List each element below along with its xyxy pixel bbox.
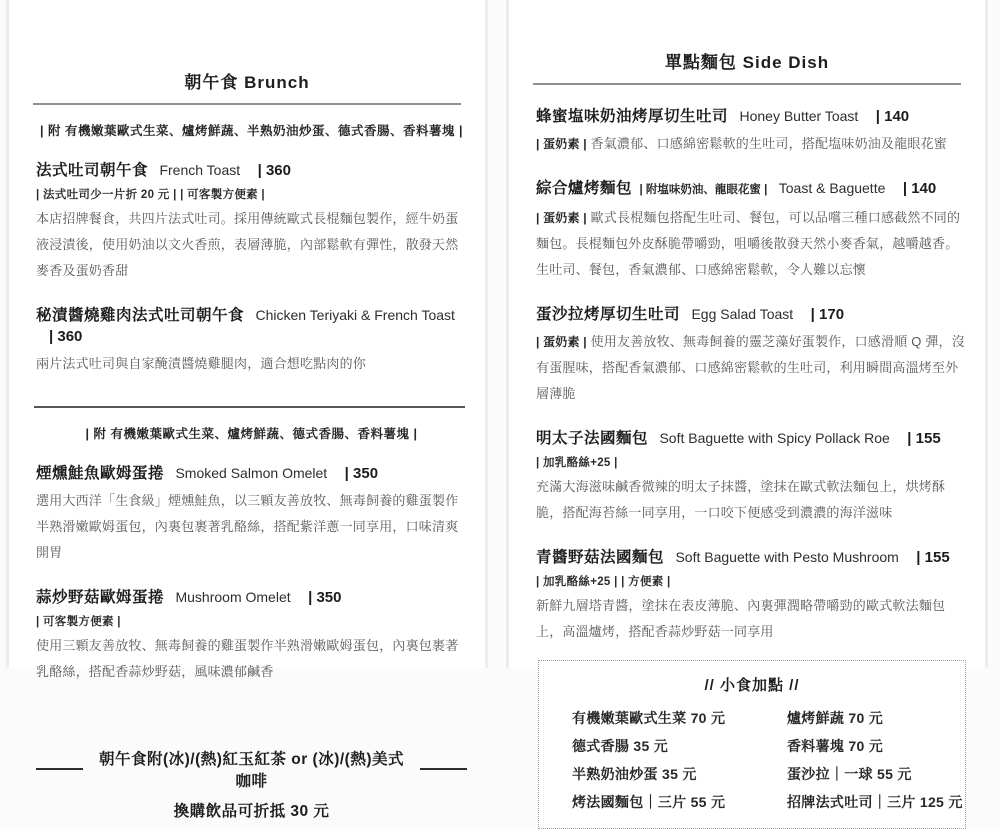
- item-price: | 170: [810, 306, 845, 323]
- item-subnote: | 加乳酪絲+25 | | 方便素 |: [536, 576, 671, 588]
- item-description-text: 歐式長棍麵包搭配生吐司、餐包，可以品嚐三種口感截然不同的麵包。長棍麵包外皮酥脆帶嚼勁，咀嚼後散發天然小麥香氣，越嚼越香。生吐司、餐包，香氣濃郁、口感綿密鬆軟，令人難以忘懷: [536, 210, 961, 277]
- menu-item: [36, 160, 467, 284]
- diet-label: | 蛋奶素 |: [536, 137, 587, 151]
- item-description: 使用三顆友善放牧、無毒飼養的雞蛋製作半熟滑嫩歐姆蛋包，內裏包裹著乳酪絲，搭配香蒜炒野菇，風味濃郁鹹香: [36, 638, 459, 679]
- diet-label: | 蛋奶素 |: [536, 211, 587, 225]
- item-description: 本店招牌餐食，共四片法式吐司。採用傳統歐式長棍麵包製作，經牛奶蛋液浸漬後，使用奶油以文火香煎，表層薄脆，內部鬆軟有彈性，散發天然麥香及蛋奶香甜: [36, 211, 459, 278]
- footer-drink-text: 朝午食附(冰)/(熱)紅玉紅茶 or (冰)/(熱)美式咖啡: [98, 751, 405, 790]
- menu-item: [536, 547, 967, 645]
- item-head: [536, 106, 967, 127]
- dash-rule-left: [36, 768, 83, 770]
- item-description: 選用大西洋「生食級」煙燻鮭魚，以三顆友善放牧、無毒飼養的雞蛋製作半熟滑嫩歐姆蛋包，內裏包裹著乳酪絲，搭配紫洋蔥一同享用，口味清爽開胃: [36, 493, 459, 560]
- item-name-zh: 法式吐司朝午食: [36, 162, 149, 179]
- item-subnote: | 可客製方便素 |: [36, 616, 121, 628]
- item-description: 新鮮九層塔青醬，塗抹在表皮薄脆、內裏彈潤略帶嚼勁的歐式軟法麵包上，高溫爐烤，搭配香蒜炒野菇一同享用: [536, 598, 946, 639]
- item-name-en: Egg Salad Toast: [691, 306, 794, 322]
- item-name-en: Smoked Salmon Omelet: [175, 465, 328, 481]
- page-title: 單點麵包 Side Dish: [664, 53, 830, 72]
- item-name-en: French Toast: [159, 162, 241, 178]
- item-head: [536, 428, 967, 449]
- included-note: | 附 有機嫩葉歐式生菜、爐烤鮮蔬、半熟奶油炒蛋、德式香腸、香料薯塊 |: [40, 124, 463, 138]
- item-name-zh: 蒜炒野菇歐姆蛋捲: [36, 589, 165, 606]
- menu-item: [536, 178, 967, 283]
- item-price: | 140: [902, 180, 937, 197]
- item-subnote: | 法式吐司少一片折 20 元 | | 可客製方便素 |: [36, 189, 265, 201]
- menu-item: [536, 106, 967, 157]
- snack-item: 香料薯塊 70 元: [787, 738, 884, 754]
- menu-item: [536, 428, 967, 526]
- included-note: | 附 有機嫩葉歐式生菜、爐烤鮮蔬、德式香腸、香料薯塊 |: [85, 427, 418, 441]
- diet-label: | 蛋奶素 |: [536, 335, 587, 349]
- item-name-zh: 蛋沙拉烤厚切生吐司: [536, 306, 681, 323]
- snack-item: 招牌法式吐司｜三片 125 元: [787, 794, 963, 810]
- item-price: | 360: [257, 162, 291, 179]
- snack-item: 半熟奶油炒蛋 35 元: [572, 766, 697, 782]
- item-name-zh: 煙燻鮭魚歐姆蛋捲: [36, 465, 165, 482]
- snack-item: 蛋沙拉｜一球 55 元: [787, 766, 912, 782]
- page-title: 朝午食 Brunch: [184, 73, 310, 92]
- snack-item: 德式香腸 35 元: [572, 738, 669, 754]
- item-description: [536, 329, 967, 407]
- item-name-en: Mushroom Omelet: [175, 589, 291, 605]
- item-price: | 350: [308, 589, 342, 606]
- item-description-text: 香氣濃郁、口感綿密鬆軟的生吐司，搭配塩味奶油及龍眼花蜜: [590, 136, 948, 151]
- item-name-zh: 秘漬醬燒雞肉法式吐司朝午食: [36, 307, 245, 324]
- item-head: [36, 463, 467, 484]
- title-rule: [33, 103, 461, 105]
- item-name-en: Toast & Baguette: [778, 180, 886, 196]
- item-price: | 155: [916, 549, 950, 566]
- snack-item: 烤法國麵包｜三片 55 元: [572, 794, 726, 810]
- brunch-footer-note: [36, 747, 467, 821]
- menu-item: [36, 463, 467, 566]
- item-name-en: Honey Butter Toast: [739, 108, 859, 124]
- page-content: [509, 106, 985, 829]
- item-description: [536, 205, 967, 283]
- item-description: 充滿大海滋味鹹香微辣的明太子抹醬，塗抹在歐式軟法麵包上，烘烤酥脆，搭配海苔絲一同享用，一口咬下便感受到濃濃的海洋滋味: [536, 479, 946, 520]
- item-description-text: 使用友善放牧、無毒飼養的靈芝藻好蛋製作，口感滑順 Q 彈，沒有蛋腥味，搭配香氣濃郁、口感綿密鬆軟的生吐司，利用瞬間高溫烤至外層薄脆: [536, 334, 965, 401]
- item-head: [36, 305, 467, 347]
- item-inline-note: | 附塩味奶油、龍眼花蜜 |: [639, 184, 768, 196]
- snack-item: 有機嫩葉歐式生菜 70 元: [572, 710, 726, 726]
- dash-rule-right: [420, 768, 467, 770]
- snack-addon-box: [538, 660, 966, 829]
- page-content: [9, 121, 485, 821]
- item-name-en: Chicken Teriyaki & French Toast: [255, 307, 455, 323]
- item-head: [36, 587, 467, 608]
- item-name-zh: 蜂蜜塩味奶油烤厚切生吐司: [536, 108, 729, 125]
- section-divider: [34, 406, 465, 408]
- item-name-en: Soft Baguette with Spicy Pollack Roe: [659, 430, 890, 446]
- item-name-zh: 綜合爐烤麵包: [536, 180, 633, 197]
- menu-item: [536, 304, 967, 407]
- item-name-zh: 青醬野菇法國麵包: [536, 549, 665, 566]
- menu-item: [36, 587, 467, 685]
- item-head: [36, 160, 467, 181]
- item-price: | 360: [49, 328, 83, 345]
- page-brunch: [6, 0, 488, 820]
- item-name-en: Soft Baguette with Pesto Mushroom: [675, 549, 899, 565]
- snack-item: 爐烤鮮蔬 70 元: [787, 710, 884, 726]
- page-side-dish: [506, 0, 988, 810]
- item-subnote: | 加乳酪絲+25 |: [536, 457, 618, 469]
- title-rule: [533, 83, 961, 85]
- item-head: [536, 547, 967, 568]
- item-price: | 350: [344, 465, 379, 482]
- item-head: [536, 304, 967, 325]
- snack-grid: [539, 708, 965, 813]
- item-name-zh: 明太子法國麵包: [536, 430, 649, 447]
- snack-box-title: // 小食加點 //: [704, 677, 800, 694]
- item-price: | 155: [907, 430, 941, 447]
- menu-item: [36, 305, 467, 377]
- item-description: [536, 131, 967, 157]
- item-description: 兩片法式吐司與自家醃漬醬燒雞腿肉，適合想吃點肉的你: [36, 356, 367, 371]
- footer-discount-text: 換購飲品可折抵 30 元: [173, 803, 330, 820]
- footer-drink-line: [36, 747, 467, 791]
- item-price: | 140: [875, 108, 910, 125]
- item-head: [536, 178, 967, 201]
